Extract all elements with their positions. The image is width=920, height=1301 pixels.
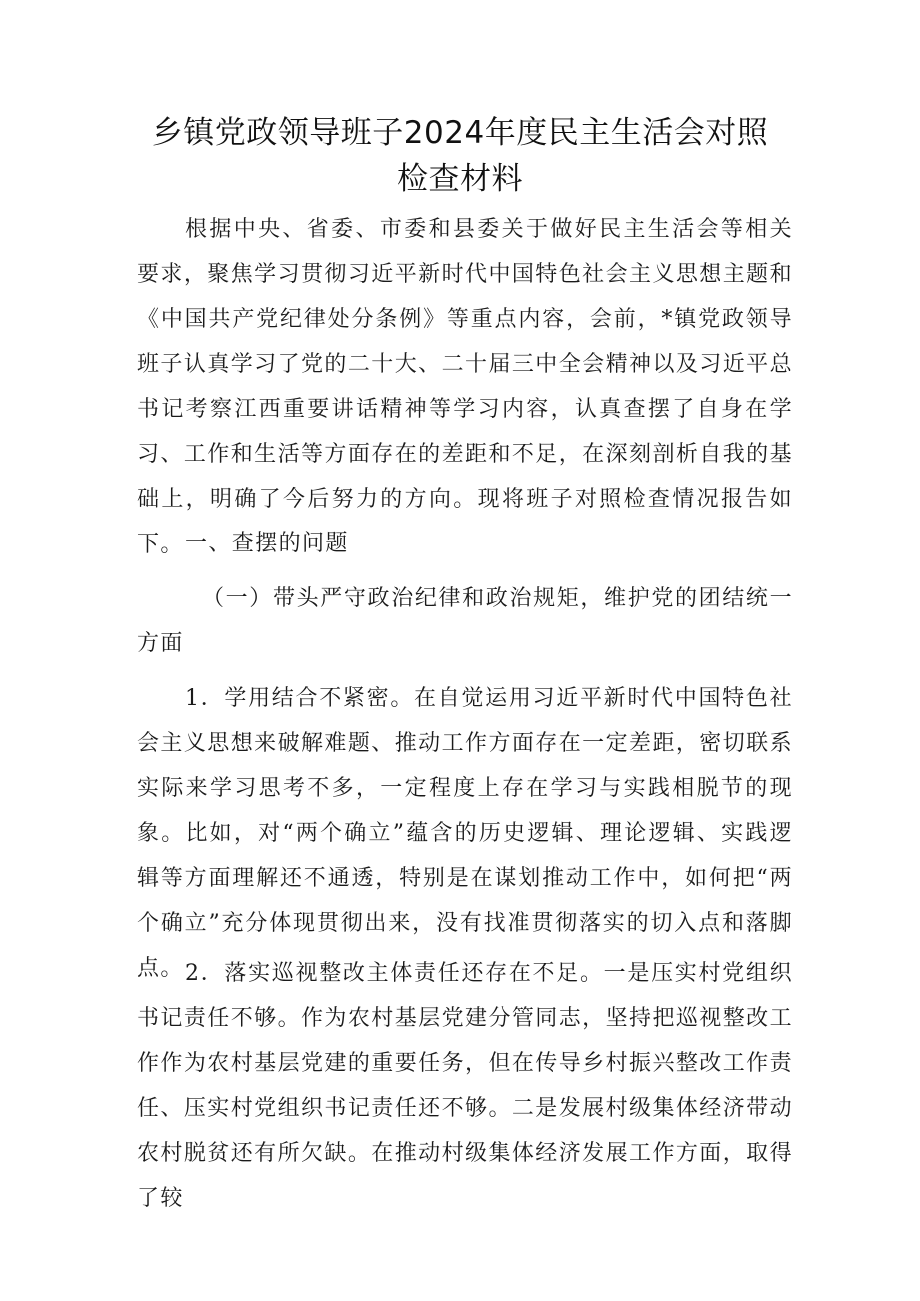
title-line-2: 检查材料: [397, 161, 523, 197]
title-line-1: 乡镇党政领导班子2024年度民主生活会对照: [151, 115, 769, 151]
intro-paragraph: 根据中央、省委、市委和县委关于做好民主生活会等相关要求，聚焦学习贯彻习近平新时代中国特色社会主义思想主题和《中国共产党纪律处分条例》等重点内容，会前，*镇党政领导班子认真学习了党的二十大、二十届三中全会精神以及习近平总书记考察江西重要讲话精神等学习内容，认真查摆了自身在学习、工作和生活等方面存在的差距和不足，在深刻剖析自我的基础上，明确了今后努力的方向。现将班子对照检查情况报告如下。: [137, 217, 793, 557]
problem-paragraph-1: 1．学用结合不紧密。在自觉运用习近平新时代中国特色社会主义思想来破解难题、推动工作方面存在一定差距，密切联系实际来学习思考不多，一定程度上存在学习与实践相脱节的现象。比如，对“两个确立”蕴含的历史逻辑、理论逻辑、实践逻辑等方面理解还不通透，特别是在谋划推动工作中，如何把“两个确立”充分体现贯彻出来，没有找准贯彻落实的切入点和落脚点。: [137, 686, 793, 981]
subsection-heading: （一）带头严守政治纪律和政治规矩，维护党的团结统一方面: [137, 586, 793, 656]
document-title: [100, 110, 820, 202]
problem-paragraph-2: 2．落实巡视整改主体责任还存在不足。一是压实村党组织书记责任不够。作为农村基层党建分管同志，坚持把巡视整改工作作为农村基层党建的重要任务，但在传导乡村振兴整改工作责任、压实村党组织书记责任还不够。二是发展村级集体经济带动农村脱贫还有所欠缺。在推动村级集体经济发展工作方面，取得了较: [137, 961, 793, 1211]
section-heading: 一、查摆的问题: [185, 531, 349, 556]
